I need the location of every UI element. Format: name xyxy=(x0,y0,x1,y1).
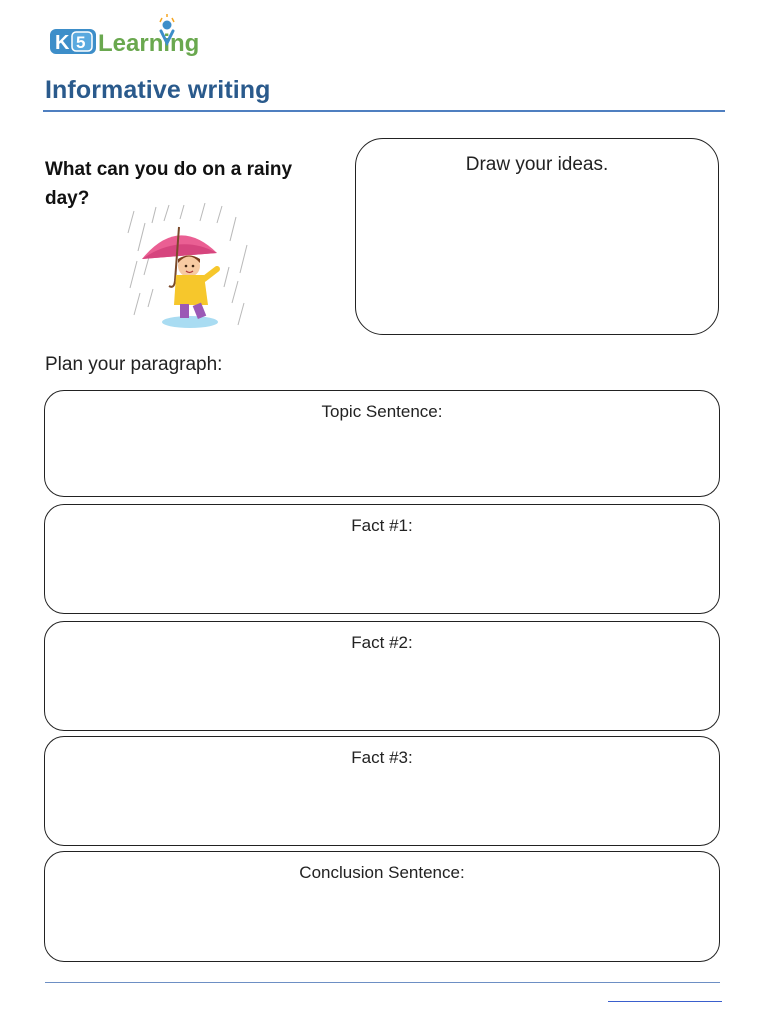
topic-sentence-label: Topic Sentence: xyxy=(321,402,443,421)
k5-learning-logo xyxy=(48,14,213,58)
conclusion-sentence-box[interactable] xyxy=(44,851,720,962)
rainy-day-illustration xyxy=(120,203,255,333)
fact-3-box[interactable] xyxy=(44,736,720,846)
writing-prompt: What can you do on a rainy day? xyxy=(45,159,293,209)
fact-2-box[interactable] xyxy=(44,621,720,731)
fact-3-label: Fact #3: xyxy=(351,748,413,767)
footer-divider xyxy=(45,982,720,983)
footer-link[interactable] xyxy=(608,1001,722,1002)
fact-2-label: Fact #2: xyxy=(351,633,413,652)
svg-text:Learning: Learning xyxy=(98,30,200,57)
fact-1-box[interactable] xyxy=(44,504,720,614)
draw-ideas-box[interactable] xyxy=(355,138,719,335)
title-divider xyxy=(43,110,725,112)
fact-1-label: Fact #1: xyxy=(351,516,413,535)
plan-heading: Plan your paragraph: xyxy=(45,354,223,375)
page-title: Informative writing xyxy=(45,76,271,104)
svg-text:K: K xyxy=(55,32,70,54)
svg-text:5: 5 xyxy=(76,33,86,52)
conclusion-sentence-label: Conclusion Sentence: xyxy=(299,863,465,882)
topic-sentence-box[interactable] xyxy=(44,390,720,497)
draw-ideas-label: Draw your ideas. xyxy=(465,154,609,175)
